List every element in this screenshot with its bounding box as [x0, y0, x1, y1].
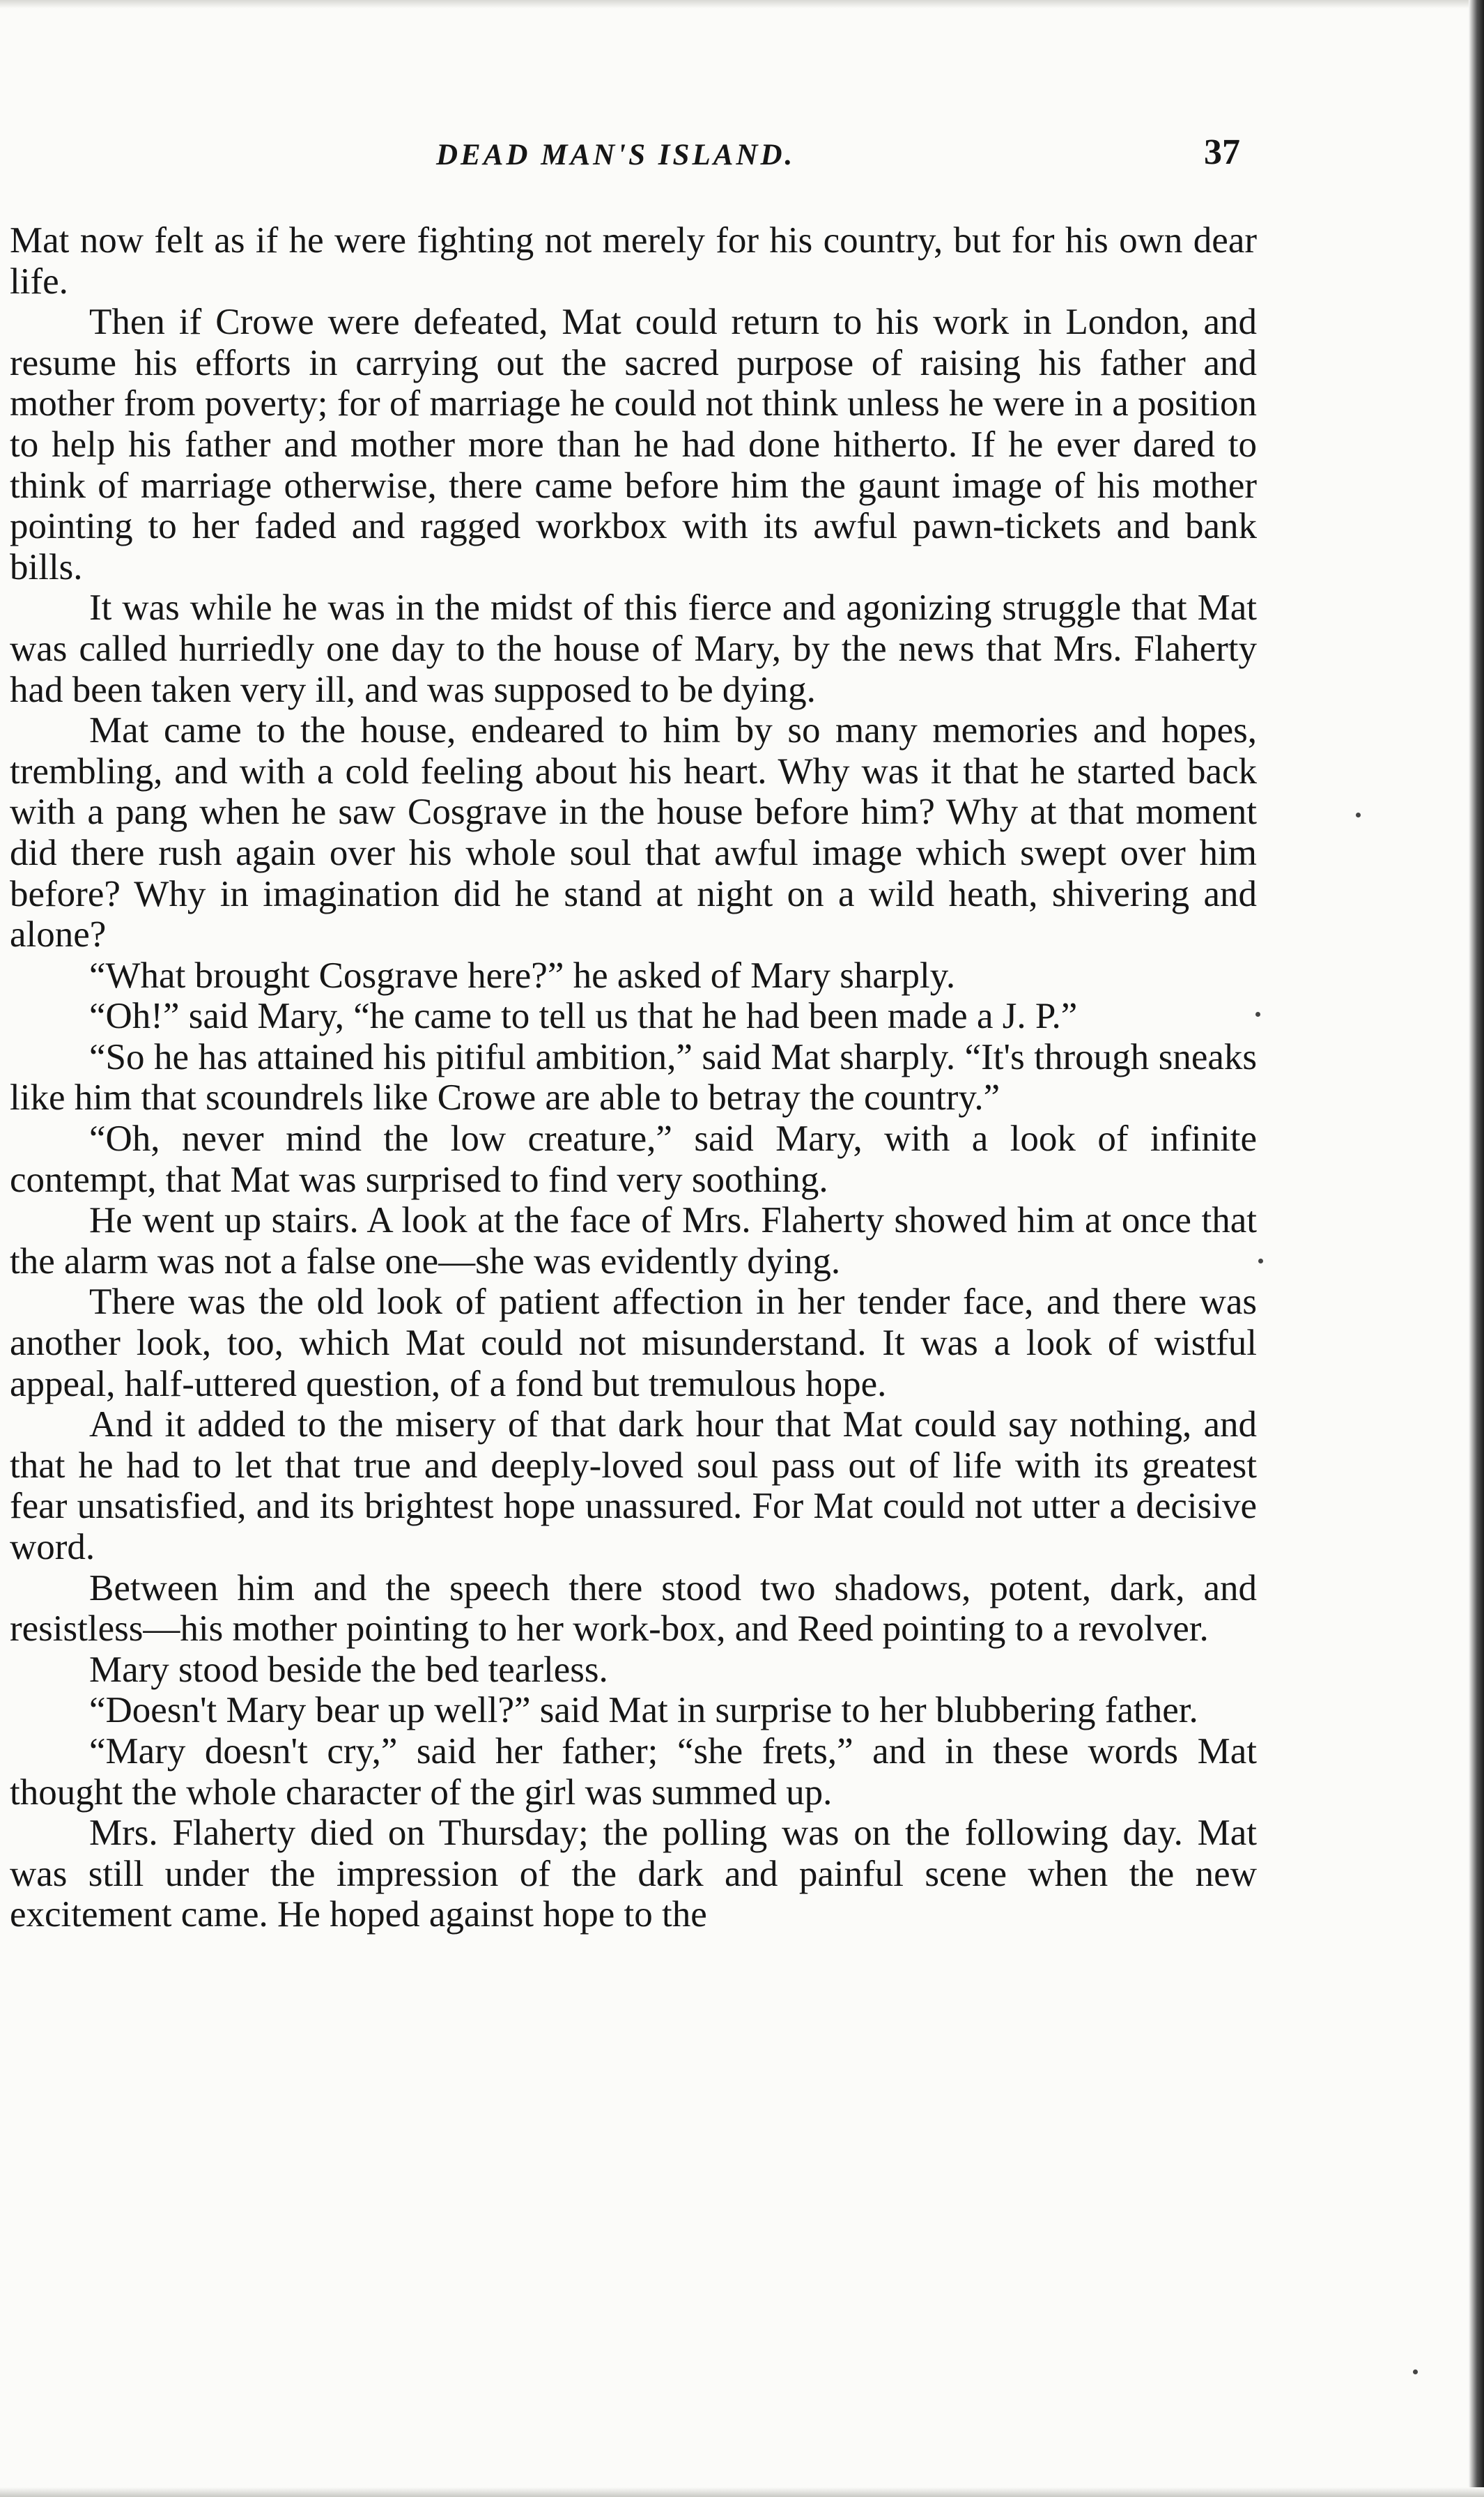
running-head [0, 124, 1268, 187]
running-title: DEAD MAN'S ISLAND. [436, 139, 796, 171]
paragraph: There was the old look of patient affection in her tender face, and there was another look, too, which Mat could not misunderstand. It was a look of wistful appeal, half-uttered question, of a fond but tremulous hope. [10, 1282, 1257, 1404]
scan-speck [1255, 1012, 1260, 1017]
paragraph: He went up stairs. A look at the face of Mrs. Flaherty showed him at once that the alarm was not a false one—she was evidently dying. [10, 1200, 1257, 1282]
text-body [10, 220, 1257, 1935]
paragraph: “Oh, never mind the low creature,” said Mary, with a look of infinite contempt, that Mat was surprised to find very soothing. [10, 1119, 1257, 1200]
page-number: 37 [1204, 132, 1240, 172]
paragraph: Then if Crowe were defeated, Mat could return to his work in London, and resume his efforts in carrying out the sacred purpose of raising his father and mother from poverty; for of marriage he could not think unless he were in a position to help his father and mother more than he had done hitherto. If he ever dared to think of marriage otherwise, there came before him the gaunt image of his mother pointing to her faded and ragged workbox with its awful pawn-tickets and bank bills. [10, 302, 1257, 587]
paragraph: It was while he was in the midst of this fierce and agonizing struggle that Mat was called hurriedly one day to the house of Mary, by the news that Mrs. Flaherty had been taken very ill, and was supposed to be dying. [10, 587, 1257, 710]
scan-speck [1258, 1259, 1263, 1263]
paragraph: Between him and the speech there stood two shadows, potent, dark, and resistless—his mother pointing to her work-box, and Reed pointing to a revolver. [10, 1567, 1257, 1650]
paragraph: Mat now felt as if he were fighting not merely for his country, but for his own dear life. [10, 220, 1257, 302]
paragraph: “Doesn't Mary bear up well?” said Mat in surprise to her blubbering father. [89, 1690, 1198, 1731]
scan-speck [1413, 2369, 1418, 2374]
paragraph: “Mary doesn't cry,” said her father; “she frets,” and in these words Mat thought the whole character of the girl was summed up. [10, 1730, 1257, 1813]
paragraph: Mrs. Flaherty died on Thursday; the polling was on the following day. Mat was still under the impression of the dark and painful scene when the new excitement came. He hoped against hope to the [10, 1813, 1257, 1935]
paragraph: Mary stood beside the bed tearless. [89, 1649, 608, 1690]
scan-edge-top [0, 0, 1484, 8]
paragraph: “What brought Cosgrave here?” he asked of Mary sharply. [89, 955, 956, 996]
scan-edge-right [1469, 0, 1484, 2497]
paragraph: “So he has attained his pitiful ambition,” said Mat sharply. “It's through sneaks like him that scoundrels like Crowe are able to betray the country.” [10, 1036, 1257, 1119]
scan-speck [1356, 813, 1361, 817]
paragraph: And it added to the misery of that dark hour that Mat could say nothing, and that he had to let that true and deeply-loved soul pass out of life with its greatest fear unsatisfied, and its brightest hope unassured. For Mat could not utter a decisive word. [10, 1404, 1257, 1567]
paragraph: “Oh!” said Mary, “he came to tell us that he had been made a J. P.” [89, 996, 1078, 1037]
paragraph: Mat came to the house, endeared to him by so many memories and hopes, trembling, and with a cold feeling about his heart. Why was it that he started back with a pang when he saw Cosgrave in the house before him? Why at that moment did there rush again over his whole soul that awful image which swept over him before? Why in imagination did he stand at night on a wild heath, shivering and alone? [10, 710, 1257, 955]
scan-edge-bottom [0, 2487, 1484, 2497]
